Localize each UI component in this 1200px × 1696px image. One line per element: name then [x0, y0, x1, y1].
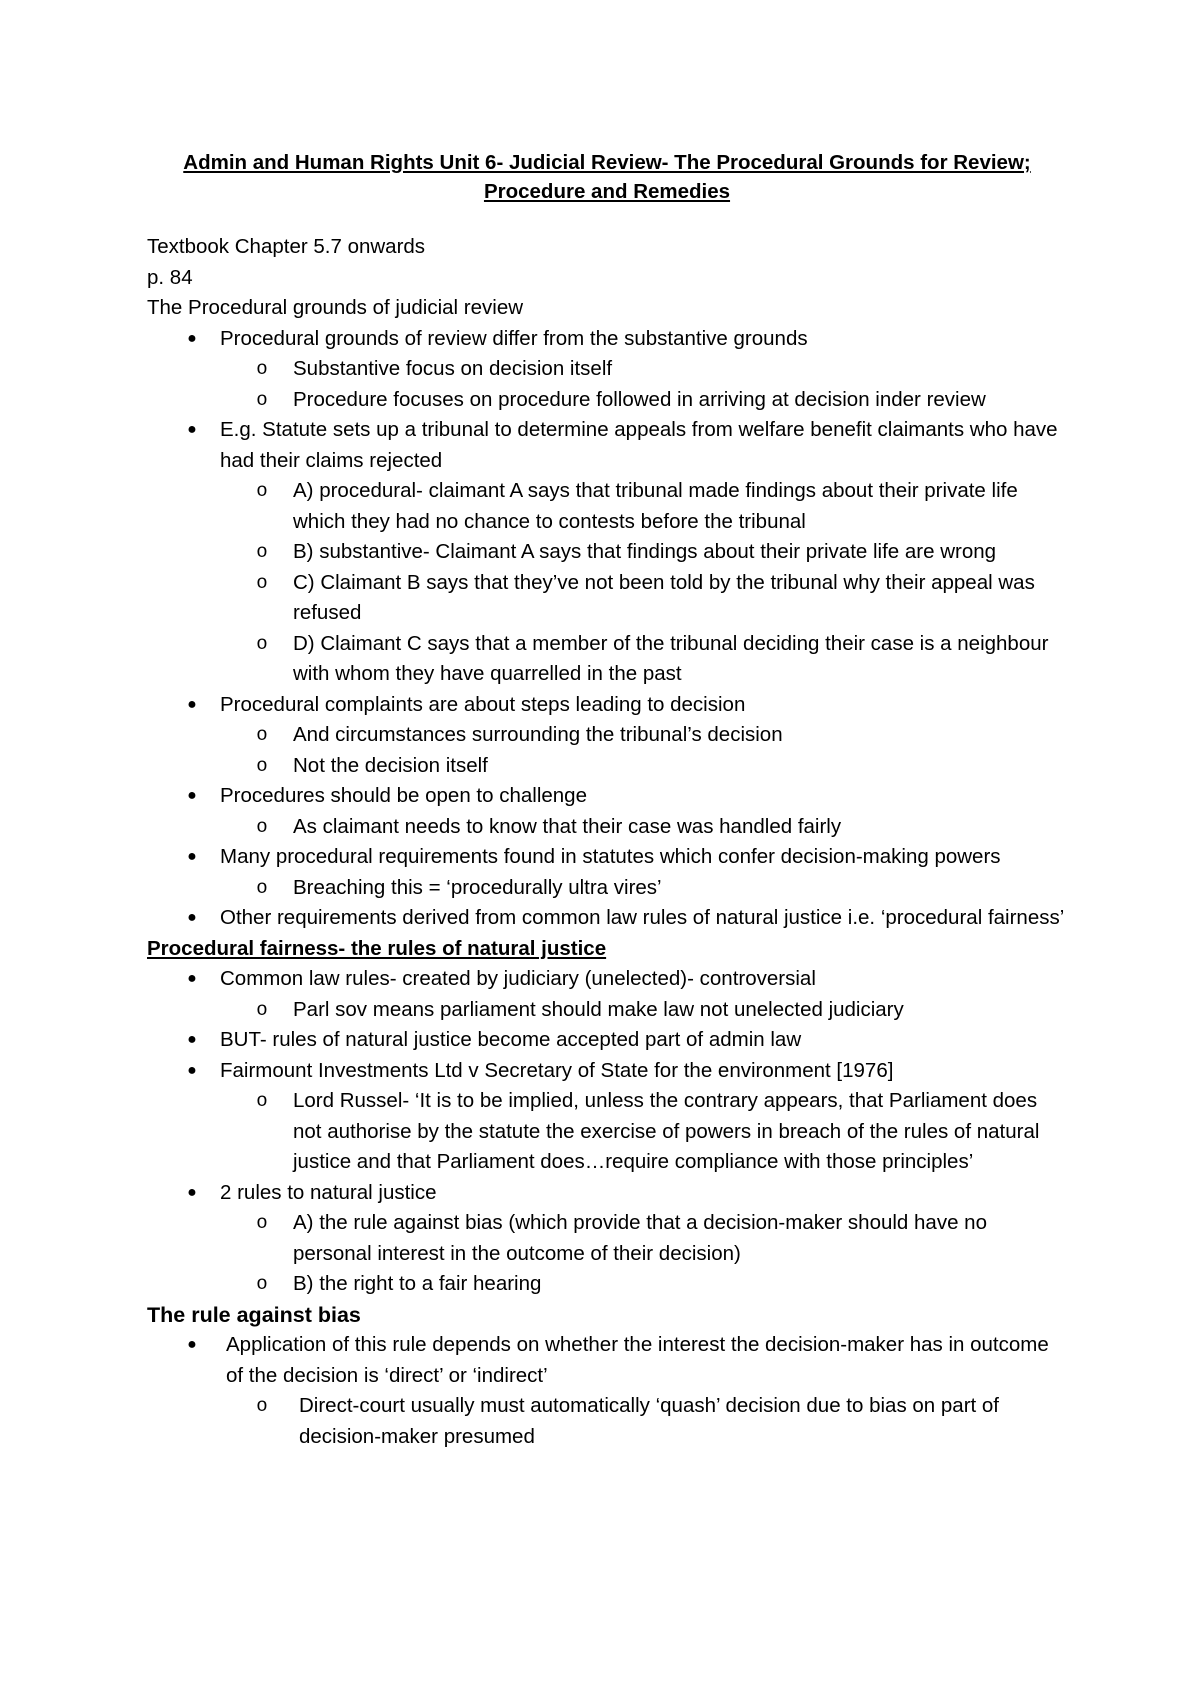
bullet-list-rule-against-bias — [147, 1330, 1067, 1452]
bullet-item — [147, 1056, 1067, 1087]
document-title-line-2: Procedure and Remedies — [483, 180, 731, 203]
sub-bullet-item — [147, 1269, 1067, 1300]
sub-bullet-item — [147, 354, 1067, 385]
bullet-text: Application of this rule depends on whether the interest the decision-maker has in outcome of the decision is ‘direct’ or ‘indirect’ — [226, 1333, 1049, 1387]
sub-bullet-text: Parl sov means parliament should make law not unelected judiciary — [293, 997, 904, 1021]
sub-bullet-item — [147, 1391, 1067, 1452]
spacer — [147, 206, 1067, 232]
sub-bullet-item — [147, 568, 1067, 629]
section-heading-procedural-fairness: Procedural fairness- the rules of natural justice — [147, 936, 607, 960]
section-heading-rule-against-bias: The rule against bias — [147, 1302, 361, 1327]
textbook-reference: Textbook Chapter 5.7 onwards — [147, 235, 426, 258]
sub-bullet-text: A) procedural- claimant A says that tribunal made findings about their private life which they had no chance to contests before the tribunal — [293, 479, 1018, 533]
sub-bullet-marker-icon: o — [256, 632, 268, 655]
bullet-marker-icon: ● — [187, 1031, 197, 1048]
bullet-text: Procedural complaints are about steps leading to decision — [220, 692, 746, 716]
bullet-marker-icon: ● — [187, 1336, 197, 1353]
bullet-text: E.g. Statute sets up a tribunal to determine appeals from welfare benefit claimants who have had their claims rejected — [220, 418, 1058, 472]
sub-bullet-text: B) the right to a fair hearing — [293, 1272, 542, 1295]
document-content — [147, 148, 1067, 1452]
bullet-item — [147, 842, 1067, 873]
bullet-marker-icon: ● — [187, 970, 197, 987]
sub-bullet-text: D) Claimant C says that a member of the tribunal deciding their case is a neighbour with whom they have quarrelled in the past — [293, 631, 1049, 685]
sub-bullet-marker-icon: o — [256, 358, 268, 380]
bullet-text: Many procedural requirements found in statutes which confer decision-making powers — [220, 845, 1001, 868]
bullet-text: BUT- rules of natural justice become accepted part of admin law — [220, 1028, 802, 1051]
bullet-list-procedural-grounds — [147, 324, 1067, 934]
sub-bullet-item — [147, 751, 1067, 782]
bullet-item — [147, 1330, 1067, 1391]
bullet-item — [147, 1025, 1067, 1056]
bullet-marker-icon: ● — [187, 787, 197, 804]
bullet-item — [147, 781, 1067, 812]
bullet-text: Common law rules- created by judiciary (unelected)- controversial — [220, 967, 816, 990]
sub-bullet-item — [147, 1086, 1067, 1178]
sub-bullet-marker-icon: o — [256, 754, 268, 777]
sub-bullet-marker-icon: o — [256, 998, 268, 1021]
bullet-marker-icon: ● — [187, 909, 197, 926]
sub-bullet-text: Breaching this = ‘procedurally ultra vires’ — [293, 875, 662, 899]
sub-bullet-marker-icon: o — [256, 1212, 268, 1234]
sub-bullet-marker-icon: o — [256, 388, 268, 411]
sub-bullet-text: And circumstances surrounding the tribunal’s decision — [293, 723, 783, 746]
section-heading-procedural-grounds: The Procedural grounds of judicial review — [147, 296, 524, 319]
bullet-item — [147, 415, 1067, 476]
sub-bullet-text: Procedure focuses on procedure followed in arriving at decision inder review — [293, 387, 986, 411]
bullet-item — [147, 324, 1067, 355]
sub-bullet-item — [147, 476, 1067, 537]
bullet-item — [147, 690, 1067, 721]
bullet-text: 2 rules to natural justice — [220, 1180, 437, 1204]
bullet-marker-icon: ● — [187, 421, 197, 438]
sub-bullet-text: B) substantive- Claimant A says that findings about their private life are wrong — [293, 540, 997, 563]
sub-bullet-marker-icon: o — [256, 724, 268, 746]
page-reference: p. 84 — [147, 265, 193, 289]
sub-bullet-marker-icon: o — [256, 480, 268, 502]
bullet-marker-icon: ● — [187, 848, 197, 865]
bullet-text: Other requirements derived from common law rules of natural justice i.e. ‘procedural fairness’ — [220, 906, 1065, 929]
bullet-marker-icon: ● — [187, 1183, 197, 1201]
bullet-item — [147, 903, 1067, 934]
bullet-text: Procedural grounds of review differ from the substantive grounds — [220, 326, 808, 350]
sub-bullet-marker-icon: o — [256, 876, 268, 899]
bullet-item — [147, 964, 1067, 995]
sub-bullet-item — [147, 629, 1067, 690]
sub-bullet-marker-icon: o — [256, 815, 268, 838]
bullet-text: Procedures should be open to challenge — [220, 784, 587, 807]
bullet-marker-icon: ● — [187, 329, 197, 347]
sub-bullet-marker-icon: o — [256, 1090, 268, 1112]
sub-bullet-item — [147, 537, 1067, 568]
sub-bullet-text: Substantive focus on decision itself — [293, 357, 613, 380]
bullet-marker-icon: ● — [187, 1061, 197, 1079]
document-title-line-1: Admin and Human Rights Unit 6- Judicial Review- The Procedural Grounds for Review; — [183, 151, 1031, 174]
sub-bullet-text: Lord Russel- ‘It is to be implied, unless the contrary appears, that Parliament does not authorise by the statute the exercise of powers in breach of the rules of natural justice and that Parliament does…require compliance with those principles’ — [293, 1089, 1040, 1173]
sub-bullet-text: As claimant needs to know that their case was handled fairly — [293, 814, 842, 838]
bullet-item — [147, 1178, 1067, 1209]
sub-bullet-item — [147, 720, 1067, 751]
sub-bullet-item — [147, 1208, 1067, 1269]
sub-bullet-marker-icon: o — [256, 1273, 268, 1295]
sub-bullet-item — [147, 812, 1067, 843]
bullet-list-natural-justice — [147, 964, 1067, 1300]
sub-bullet-item — [147, 995, 1067, 1026]
sub-bullet-text: A) the rule against bias (which provide that a decision-maker should have no personal interest in the outcome of their decision) — [293, 1211, 987, 1265]
sub-bullet-item — [147, 873, 1067, 904]
sub-bullet-text: C) Claimant B says that they’ve not been told by the tribunal why their appeal was refused — [293, 570, 1035, 624]
sub-bullet-marker-icon: o — [256, 1395, 268, 1417]
sub-bullet-marker-icon: o — [256, 571, 268, 594]
bullet-text: Fairmount Investments Ltd v Secretary of State for the environment [1976] — [220, 1058, 894, 1082]
bullet-marker-icon: ● — [187, 695, 197, 713]
sub-bullet-item — [147, 385, 1067, 416]
sub-bullet-text: Direct-court usually must automatically ‘quash’ decision due to bias on part of decision-maker presumed — [299, 1394, 1000, 1448]
sub-bullet-marker-icon: o — [256, 541, 268, 563]
sub-bullet-text: Not the decision itself — [293, 753, 488, 777]
